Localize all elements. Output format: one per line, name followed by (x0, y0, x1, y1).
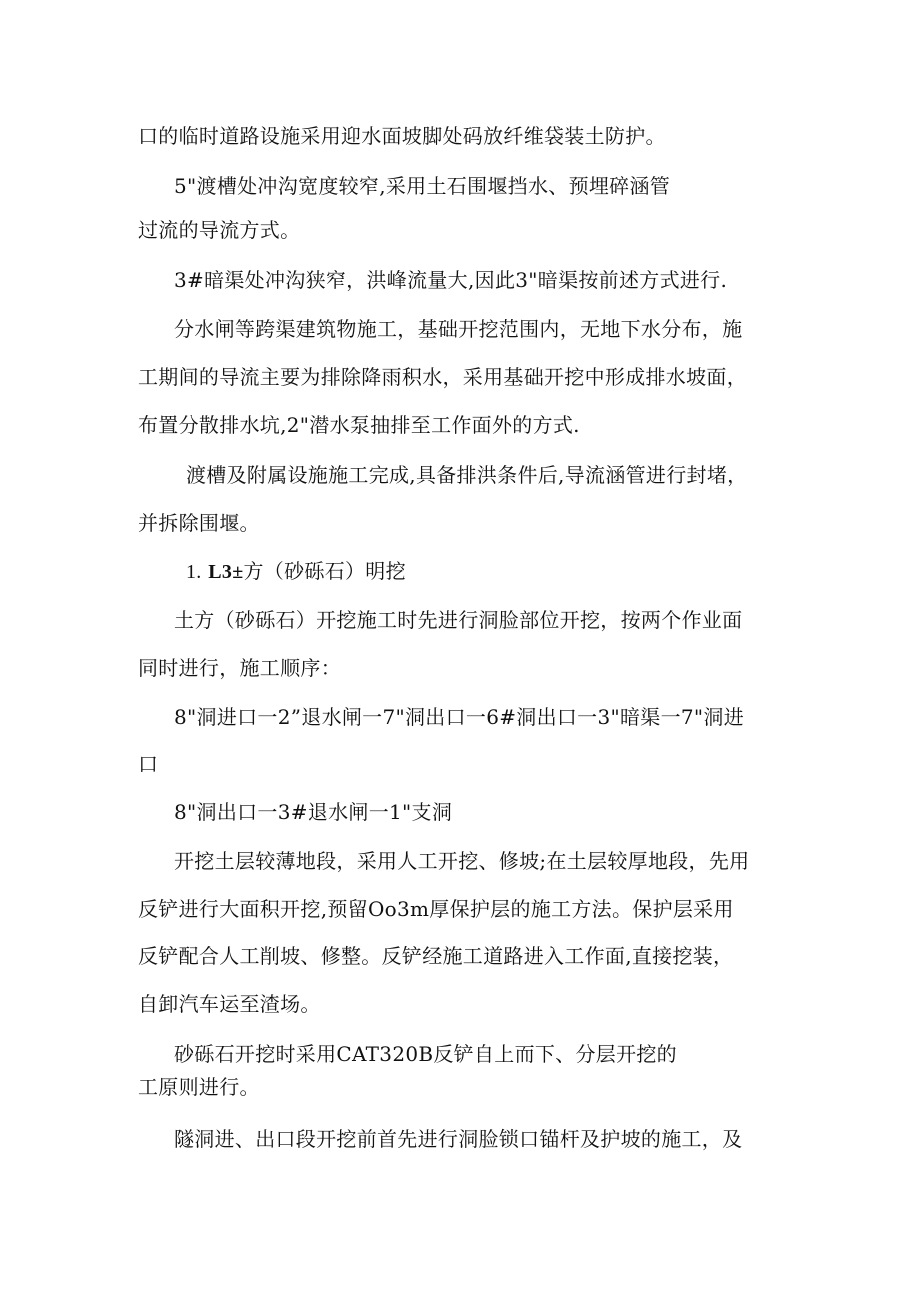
text-line: 工原则进行。 (138, 1075, 260, 1099)
text-line: 渡槽及附属设施施工完成,具备排洪条件后,导流涵管进行封堵， (186, 463, 748, 487)
text-line: 口 (138, 752, 159, 776)
text-line: 同时进行，施工顺序： (138, 656, 341, 680)
text-line: 布置分散排水坑,2"潜水泵抽排至工作面外的方式. (138, 413, 580, 437)
text-line: 3#暗渠处冲沟狭窄，洪峰流量大,因此3"暗渠按前述方式进行. (174, 268, 728, 292)
text-line: 砂砾石开挖时采用CAT320B反铲自上而下、分层开挖的 (174, 1042, 677, 1066)
text-line: 8"洞进口一2”退水闸一7"洞出口一6#洞出口一3"暗渠一7"洞进 (174, 705, 745, 729)
section-heading (186, 557, 406, 586)
text-line: 分水闸等跨渠建筑物施工，基础开挖范围内，无地下水分布，施 (174, 317, 743, 341)
text-line: 口的临时道路设施采用迎水面坡脚处码放纤维袋装土防护。 (138, 124, 666, 148)
text-line: 并拆除围堰。 (138, 511, 260, 535)
text-line: 开挖土层较薄地段，采用人工开挖、修坡;在土层较厚地段，先用 (174, 849, 750, 873)
text-line: 反铲进行大面积开挖,预留Oo3m厚保护层的施工方法。保护层采用 (138, 897, 734, 921)
text-line: 反铲配合人工削坡、修整。反铲经施工道路进入工作面,直接挖装， (138, 944, 734, 968)
heading-label: 方（砂砾石）明挖 (243, 559, 406, 583)
text-line: 土方（砂砾石）开挖施工时先进行洞脸部位开挖，按两个作业面 (174, 608, 743, 632)
text-line: 隧洞进、出口段开挖前首先进行洞脸锁口锚杆及护坡的施工，及 (174, 1127, 743, 1151)
text-line: 8"洞出口一3#退水闸一1"支洞 (174, 800, 453, 824)
text-line: 5"渡槽处冲沟宽度较窄,采用土石围堰挡水、预埋碎涵管 (174, 174, 671, 198)
text-line: 自卸汽车运至渣场。 (138, 992, 321, 1016)
text-line: 过流的导流方式。 (138, 218, 301, 242)
heading-bold-label: L3± (208, 561, 244, 583)
text-line: 工期间的导流主要为排除降雨积水，采用基础开挖中形成排水坡面， (138, 365, 747, 389)
heading-number: 1. (186, 561, 202, 583)
